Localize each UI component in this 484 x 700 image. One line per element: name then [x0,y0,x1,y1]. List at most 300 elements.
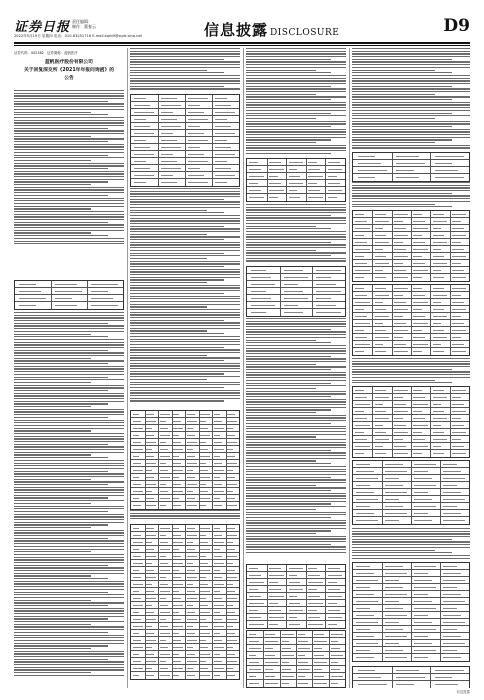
text-line [246,61,346,62]
table-row [131,637,239,644]
table-cell [160,542,168,543]
table-cell [200,591,210,592]
text-line [14,128,108,129]
table-cell [173,477,179,478]
text-line [14,339,124,340]
table-cell [413,330,422,331]
table-row [131,546,239,553]
text-line [14,554,124,555]
table-cell [413,242,425,243]
table-cell [358,677,381,678]
table-cell [413,404,428,405]
table-row [131,123,239,130]
table-cell [282,669,292,670]
text-line [352,115,470,116]
table-cell [187,584,193,585]
text-line [14,106,124,107]
table-cell [289,596,298,597]
table-row [247,274,345,281]
table-cell [146,449,152,450]
table-cell [214,626,224,627]
table-cell [435,163,452,164]
text-line [246,479,346,480]
text-line [246,59,331,60]
table-cell [414,657,427,658]
table-cell [200,605,208,606]
text-line [14,489,124,490]
text-line [14,371,124,372]
table-cell [452,277,467,278]
text-line [246,364,316,365]
text-line [246,530,331,531]
text-line [14,385,124,386]
table-cell [200,535,206,536]
text-line [246,415,346,416]
table-cell [200,633,210,634]
table-cell [443,601,465,602]
table-cell [133,640,141,641]
table-row [131,609,239,616]
data-table [130,94,240,187]
table-row [131,644,239,651]
table-row [353,619,469,626]
table-cell [269,596,284,597]
table-row [353,443,469,450]
text-line [130,349,240,350]
table-cell [173,661,181,662]
table-cell [133,556,141,557]
table-row [353,299,469,306]
table-cell [414,636,427,637]
text-line [246,88,346,89]
text-line [14,661,124,662]
table-cell [328,568,340,569]
text-line [14,390,108,391]
table-cell [413,397,425,398]
text-line [246,139,331,140]
table-row [353,647,469,654]
text-line [14,465,124,466]
text-line [352,377,470,378]
table-row [353,591,469,598]
text-line [352,70,435,71]
text-line [130,336,240,337]
text-line [14,608,124,609]
text-line [130,298,240,299]
text-line [246,67,346,68]
table-cell [200,661,206,662]
table-row [353,577,469,584]
table-cell [443,573,460,574]
text-line [352,361,470,362]
text-line [14,168,108,169]
table-row [247,180,345,187]
table-cell [214,591,220,592]
table-cell [200,477,210,478]
table-cell [160,477,170,478]
table-cell [215,168,231,169]
table-cell [161,147,181,148]
table-cell [394,351,409,352]
table-cell [173,619,181,620]
table-cell [187,477,195,478]
text-line [130,75,240,76]
table-cell [356,492,373,493]
table-cell [214,484,222,485]
text-line [246,549,346,550]
table-cell [452,228,464,229]
table-row [131,665,239,672]
text-line [130,193,240,194]
table-cell [443,566,456,567]
table-cell [433,302,442,303]
table-cell [413,323,428,324]
table-cell [355,221,367,222]
table-cell [133,647,143,648]
table-cell [133,661,141,662]
table-cell [394,302,406,303]
body-text [352,48,470,150]
table-cell [328,617,343,618]
text-line [130,395,240,396]
text-line [130,61,240,62]
table-cell [414,622,431,623]
table-cell [452,439,461,440]
column-3 [246,48,346,688]
table-cell [214,542,224,543]
table-cell [133,491,143,492]
table-cell [394,242,403,243]
text-line [14,320,124,321]
text-line [14,173,124,174]
table-cell [452,418,461,419]
body-text [352,528,470,560]
table-cell [161,182,177,183]
table-cell [282,641,289,642]
table-row [247,638,345,645]
table-cell [146,421,156,422]
masthead-rule-thin [14,45,470,46]
text-line [14,549,124,550]
table-cell [227,605,233,606]
table-row [247,666,345,673]
text-line [246,223,346,224]
text-line [14,382,91,383]
table-cell [251,284,276,285]
table-cell [452,235,467,236]
text-line [352,72,452,73]
table-cell [452,323,464,324]
table-cell [443,520,465,521]
table-cell [146,505,156,506]
table-cell [173,591,179,592]
table-cell [269,624,278,625]
text-line [352,201,470,202]
table-cell [227,626,233,627]
text-line [246,104,346,105]
table-cell [413,228,428,229]
text-line [130,347,224,348]
data-table [352,562,470,662]
text-line [352,190,470,191]
table-cell [173,605,183,606]
text-line [14,334,91,335]
table-cell [173,626,183,627]
text-line [352,139,452,140]
body-text [352,182,470,209]
text-line [14,211,124,212]
text-line [14,117,124,118]
table-cell [215,140,227,141]
table-cell [146,563,152,564]
text-line [14,667,124,668]
table-cell [214,421,222,422]
data-table [246,158,346,202]
table-cell [355,316,367,317]
footer-note: 信息披露 [456,690,470,694]
table-cell [396,670,419,671]
table-cell [188,133,204,134]
table-cell [200,414,210,415]
table-cell [433,397,448,398]
table-cell [214,449,224,450]
text-line [246,226,316,227]
table-cell [375,242,390,243]
table-cell [289,190,298,191]
table-cell [355,418,367,419]
text-line [130,242,240,243]
text-line [130,304,240,305]
table-cell [394,295,403,296]
text-line [352,61,470,62]
text-line [246,552,346,553]
table-cell [55,305,77,306]
table-cell [160,456,170,457]
table-cell [265,669,272,670]
table-cell [452,242,461,243]
text-line [14,331,124,332]
table-cell [413,316,425,317]
table-cell [414,580,431,581]
table-cell [160,556,166,557]
table-cell [200,577,206,578]
text-line [246,495,346,496]
table-cell [443,464,456,465]
table-cell [298,655,305,656]
table-cell [227,428,233,429]
table-cell [413,344,428,345]
table-cell [314,669,321,670]
table-cell [289,568,304,569]
table-row [247,565,345,572]
text-line [130,269,240,270]
table-cell [55,298,71,299]
table-cell [385,499,398,500]
text-line [130,390,240,391]
text-line [246,356,331,357]
table-row [353,313,469,320]
table-cell [161,126,181,127]
table-row [131,467,239,474]
table-cell [249,176,264,177]
body-text [130,510,240,521]
table-cell [289,169,298,170]
table-cell [394,330,409,331]
table-cell [227,563,233,564]
table-cell [394,263,403,264]
text-line [352,204,435,205]
text-line [14,573,124,574]
table-cell [394,453,409,454]
table-cell [133,463,141,464]
text-line [14,643,124,644]
table-row [353,422,469,429]
table-cell [443,478,465,479]
table-cell [161,154,173,155]
table-cell [173,505,181,506]
text-line [246,340,316,341]
text-line [14,411,124,412]
data-table [130,410,240,510]
text-line [246,153,331,154]
table-cell [161,133,173,134]
table-row [353,584,469,591]
table-cell [173,542,183,543]
table-cell [173,442,181,443]
table-cell [214,563,224,564]
table-cell [433,404,442,405]
table-cell [249,596,261,597]
text-line [130,365,240,366]
table-cell [443,580,465,581]
table-cell [394,344,406,345]
table-cell [146,570,154,571]
text-line [14,463,124,464]
table-cell [328,582,337,583]
text-line [246,53,346,54]
table-cell [173,428,183,429]
table-cell [375,249,384,250]
table-cell [452,453,467,454]
table-cell [308,589,317,590]
table-cell [133,528,139,529]
text-line [130,360,224,361]
table-cell [385,485,402,486]
table-cell [133,612,139,613]
table-row [353,253,469,260]
text-line [14,165,124,166]
text-line [14,624,91,625]
text-line [14,325,124,326]
text-line [246,463,331,464]
text-line [352,552,452,553]
table-cell [188,147,200,148]
text-line [352,187,470,188]
text-line [14,578,108,579]
column-divider [127,48,128,688]
table-cell [160,605,168,606]
table-cell [433,309,445,310]
table-row [15,295,123,302]
table-cell [414,608,436,609]
text-line [352,110,470,111]
table-cell [160,484,166,485]
table-cell [269,582,278,583]
table-cell [298,676,305,677]
table-cell [414,506,436,507]
table-row [131,481,239,488]
table-cell [394,214,409,215]
table-cell [200,619,206,620]
table-cell [385,594,407,595]
table-cell [269,610,281,611]
table-cell [187,675,195,676]
text-line [246,123,346,124]
text-line [352,531,470,532]
text-line [14,352,124,353]
table-cell [328,183,340,184]
table-cell [187,668,193,669]
table-cell [413,337,425,338]
text-line [246,509,316,510]
table-cell [173,612,179,613]
table-row [131,453,239,460]
table-cell [214,577,222,578]
table-cell [146,668,152,669]
text-line [14,224,124,225]
table-cell [282,676,294,677]
table-cell [134,147,150,148]
table-cell [385,478,398,479]
table-cell [146,414,154,415]
table-row [247,680,345,687]
text-line [14,146,124,147]
table-cell [298,634,305,635]
table-cell [146,549,154,550]
table-cell [227,456,235,457]
text-line [246,450,331,451]
text-line [246,329,331,330]
table-cell [173,421,181,422]
table-row [353,348,469,355]
table-cell [215,175,235,176]
text-line [352,107,470,108]
table-cell [200,612,210,613]
text-line [246,115,346,116]
text-line [352,147,470,148]
table-cell [356,587,369,588]
table-cell [355,344,370,345]
table-cell [385,650,402,651]
text-line [246,388,316,389]
table-row [353,461,469,468]
table-cell [355,288,364,289]
notice-header [14,50,124,81]
table-cell [133,598,141,599]
text-line [246,348,346,349]
table-cell [414,573,427,574]
table-cell [452,432,467,433]
table-cell [355,302,370,303]
table-cell [214,535,222,536]
table-cell [452,404,464,405]
table-cell [355,249,370,250]
text-line [130,223,240,224]
table-cell [284,305,299,306]
table-row [353,211,469,218]
text-line [246,96,346,97]
text-line [14,575,91,576]
